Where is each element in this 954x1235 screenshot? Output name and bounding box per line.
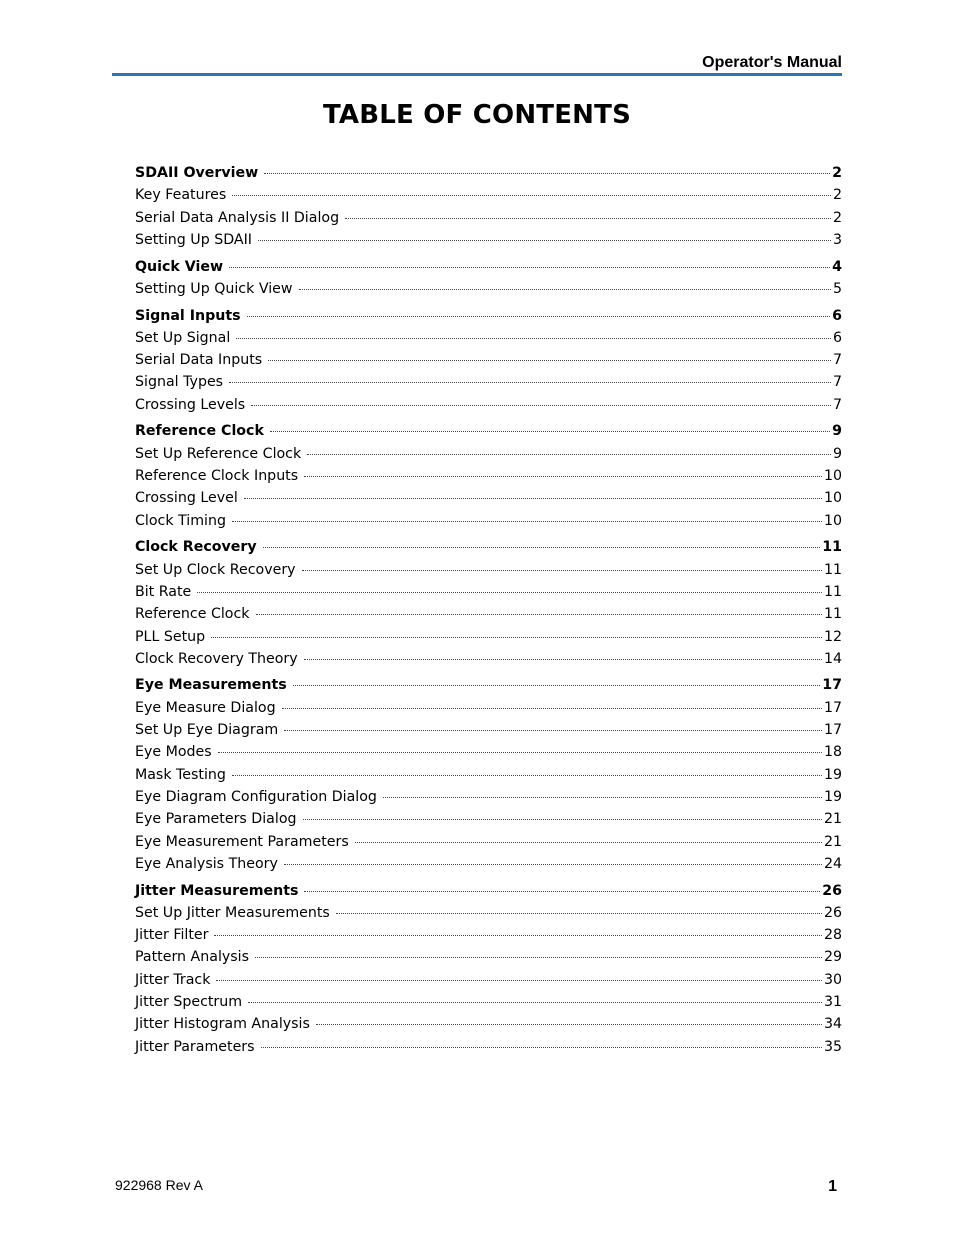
toc-entry-page-number: 7	[832, 374, 842, 391]
toc-dot-leader	[247, 316, 831, 317]
toc-entry-label: Jitter Filter	[135, 927, 209, 944]
toc-dot-leader	[336, 913, 822, 914]
footer-page-number: 1	[828, 1178, 837, 1195]
toc-section-entry[interactable]	[135, 465, 842, 487]
toc-dot-leader	[284, 864, 822, 865]
toc-section-entry[interactable]	[135, 969, 842, 991]
toc-entry-label: Reference Clock Inputs	[135, 468, 299, 485]
toc-dot-leader	[355, 842, 822, 843]
toc-section-entry[interactable]	[135, 443, 842, 465]
toc-entry-page-number: 19	[823, 766, 842, 783]
toc-entry-page-number: 29	[823, 949, 842, 966]
toc-entry-page-number: 9	[832, 445, 842, 462]
toc-chapter-entry[interactable]	[135, 305, 842, 327]
toc-entry-label: Signal Inputs	[135, 307, 241, 324]
toc-entry-page-number: 18	[823, 744, 842, 761]
toc-entry-label: Crossing Level	[135, 490, 238, 507]
toc-section-entry[interactable]	[135, 349, 842, 371]
toc-entry-label: Signal Types	[135, 374, 224, 391]
toc-dot-leader	[284, 730, 822, 731]
toc-entry-page-number: 21	[823, 811, 842, 828]
toc-section-entry[interactable]	[135, 1013, 842, 1035]
toc-dot-leader	[302, 570, 822, 571]
toc-dot-leader	[218, 752, 822, 753]
toc-entry-page-number: 24	[823, 855, 842, 872]
toc-section-entry[interactable]	[135, 581, 842, 603]
toc-entry-page-number: 11	[823, 606, 842, 623]
toc-dot-leader	[232, 775, 822, 776]
toc-entry-label: Crossing Levels	[135, 396, 246, 413]
toc-dot-leader	[232, 195, 831, 196]
toc-entry-label: Set Up Jitter Measurements	[135, 904, 330, 921]
toc-entry-label: Reference Clock	[135, 606, 250, 623]
toc-entry-label: Jitter Spectrum	[135, 994, 243, 1011]
toc-entry-page-number: 30	[823, 971, 842, 988]
toc-dot-leader	[197, 592, 822, 593]
toc-entry-label: Key Features	[135, 187, 227, 204]
document-title: TABLE OF CONTENTS	[322, 100, 631, 130]
toc-dot-leader	[316, 1024, 822, 1025]
toc-section-entry[interactable]	[135, 741, 842, 763]
toc-entry-page-number: 2	[832, 187, 842, 204]
toc-entry-page-number: 14	[823, 650, 842, 667]
toc-entry-page-number: 26	[822, 882, 842, 899]
toc-chapter-entry[interactable]	[135, 880, 842, 902]
toc-section-entry[interactable]	[135, 764, 842, 786]
toc-entry-page-number: 17	[823, 699, 842, 716]
toc-entry-label: Bit Rate	[135, 583, 192, 600]
toc-dot-leader	[304, 476, 822, 477]
toc-dot-leader	[293, 685, 821, 686]
toc-entry-page-number: 35	[823, 1038, 842, 1055]
toc-entry-page-number: 10	[823, 512, 842, 529]
toc-dot-leader	[248, 1002, 822, 1003]
toc-section-entry[interactable]	[135, 327, 842, 349]
toc-entry-label: Pattern Analysis	[135, 949, 250, 966]
toc-entry-page-number: 17	[822, 677, 842, 694]
toc-dot-leader	[256, 614, 822, 615]
toc-dot-leader	[258, 240, 831, 241]
toc-section-entry[interactable]	[135, 808, 842, 830]
toc-dot-leader	[270, 431, 830, 432]
toc-dot-leader	[216, 980, 821, 981]
toc-dot-leader	[251, 405, 831, 406]
toc-entry-label: Serial Data Analysis II Dialog	[135, 209, 340, 226]
toc-entry-label: Eye Analysis Theory	[135, 855, 278, 872]
toc-chapter-entry[interactable]	[135, 674, 842, 696]
running-header-title: Operator's Manual	[702, 54, 842, 71]
toc-dot-leader	[299, 289, 831, 290]
toc-dot-leader	[232, 521, 822, 522]
toc-section-entry[interactable]	[135, 648, 842, 670]
toc-entry-label: Setting Up SDAII	[135, 231, 252, 248]
toc-dot-leader	[304, 891, 820, 892]
toc-entry-label: Eye Modes	[135, 744, 212, 761]
toc-entry-page-number: 2	[832, 165, 842, 181]
toc-entry-label: Eye Parameters Dialog	[135, 811, 297, 828]
toc-entry-page-number: 7	[832, 396, 842, 413]
toc-entry-page-number: 11	[822, 539, 842, 556]
toc-section-entry[interactable]	[135, 603, 842, 625]
toc-entry-label: Eye Measure Dialog	[135, 699, 276, 716]
toc-chapter-entry[interactable]	[135, 162, 842, 184]
toc-dot-leader	[304, 659, 822, 660]
toc-entry-label: Set Up Reference Clock	[135, 445, 302, 462]
toc-entry-page-number: 31	[823, 994, 842, 1011]
toc-entry-label: Setting Up Quick View	[135, 280, 293, 297]
toc-chapter-entry[interactable]	[135, 256, 842, 278]
toc-section-entry[interactable]	[135, 831, 842, 853]
toc-dot-leader	[261, 1047, 822, 1048]
toc-section-entry[interactable]	[135, 626, 842, 648]
toc-dot-leader	[383, 797, 822, 798]
toc-entry-page-number: 6	[832, 307, 842, 324]
toc-dot-leader	[244, 498, 822, 499]
toc-entry-page-number: 3	[832, 231, 842, 248]
toc-entry-label: Set Up Signal	[135, 329, 231, 346]
toc-entry-page-number: 26	[823, 904, 842, 921]
toc-dot-leader	[345, 218, 831, 219]
toc-entry-label: SDAII Overview	[135, 165, 259, 181]
toc-section-entry[interactable]	[135, 207, 842, 229]
toc-section-entry[interactable]	[135, 229, 842, 251]
toc-entry-label: Set Up Eye Diagram	[135, 722, 279, 739]
toc-entry-page-number: 10	[823, 490, 842, 507]
toc-entry-label: Eye Measurements	[135, 677, 287, 694]
toc-entry-label: Eye Diagram Configuration Dialog	[135, 788, 377, 805]
toc-dot-leader	[214, 935, 821, 936]
toc-section-entry[interactable]	[135, 924, 842, 946]
toc-entry-label: Jitter Measurements	[135, 882, 299, 899]
toc-entry-label: PLL Setup	[135, 628, 206, 645]
table-of-contents	[135, 162, 842, 1058]
toc-entry-label: Quick View	[135, 258, 224, 275]
toc-section-entry[interactable]	[135, 510, 842, 532]
toc-entry-page-number: 5	[832, 280, 842, 297]
toc-section-entry[interactable]	[135, 184, 842, 206]
toc-section-entry[interactable]	[135, 697, 842, 719]
toc-entry-page-number: 10	[823, 468, 842, 485]
toc-entry-page-number: 34	[823, 1016, 842, 1033]
toc-entry-page-number: 11	[823, 583, 842, 600]
toc-dot-leader	[303, 819, 822, 820]
toc-section-entry[interactable]	[135, 1036, 842, 1058]
toc-entry-page-number: 17	[823, 722, 842, 739]
toc-entry-label: Clock Recovery Theory	[135, 650, 298, 667]
toc-dot-leader	[307, 454, 831, 455]
toc-dot-leader	[255, 957, 822, 958]
toc-chapter-entry[interactable]	[135, 420, 842, 442]
toc-entry-label: Reference Clock	[135, 423, 264, 440]
toc-dot-leader	[236, 338, 831, 339]
toc-section-entry[interactable]	[135, 394, 842, 416]
toc-entry-page-number: 4	[832, 258, 842, 275]
toc-entry-label: Eye Measurement Parameters	[135, 833, 349, 850]
toc-entry-label: Jitter Parameters	[135, 1038, 255, 1055]
toc-dot-leader	[211, 637, 822, 638]
toc-entry-page-number: 19	[823, 788, 842, 805]
toc-section-entry[interactable]	[135, 371, 842, 393]
toc-entry-page-number: 21	[823, 833, 842, 850]
toc-entry-label: Clock Timing	[135, 512, 226, 529]
toc-section-entry[interactable]	[135, 559, 842, 581]
toc-entry-page-number: 7	[832, 352, 842, 369]
toc-dot-leader	[263, 547, 821, 548]
toc-entry-page-number: 12	[823, 628, 842, 645]
toc-entry-page-number: 11	[823, 561, 842, 578]
footer-document-number: 922968 Rev A	[115, 1177, 203, 1193]
toc-dot-leader	[229, 267, 830, 268]
toc-entry-page-number: 28	[823, 927, 842, 944]
toc-entry-page-number: 2	[832, 209, 842, 226]
toc-section-entry[interactable]	[135, 278, 842, 300]
toc-chapter-entry[interactable]	[135, 536, 842, 558]
toc-entry-label: Clock Recovery	[135, 539, 257, 556]
toc-section-entry[interactable]	[135, 487, 842, 509]
toc-entry-page-number: 6	[832, 329, 842, 346]
toc-section-entry[interactable]	[135, 786, 842, 808]
toc-section-entry[interactable]	[135, 853, 842, 875]
toc-entry-page-number: 9	[832, 423, 842, 440]
toc-entry-label: Set Up Clock Recovery	[135, 561, 296, 578]
toc-dot-leader	[264, 173, 830, 174]
toc-section-entry[interactable]	[135, 991, 842, 1013]
toc-section-entry[interactable]	[135, 902, 842, 924]
toc-dot-leader	[282, 708, 822, 709]
toc-dot-leader	[229, 382, 831, 383]
header-rule	[112, 73, 842, 76]
toc-section-entry[interactable]	[135, 946, 842, 968]
toc-entry-label: Jitter Track	[135, 971, 211, 988]
toc-entry-label: Mask Testing	[135, 766, 226, 783]
toc-section-entry[interactable]	[135, 719, 842, 741]
toc-entry-label: Serial Data Inputs	[135, 352, 263, 369]
toc-dot-leader	[268, 360, 831, 361]
toc-entry-label: Jitter Histogram Analysis	[135, 1016, 310, 1033]
